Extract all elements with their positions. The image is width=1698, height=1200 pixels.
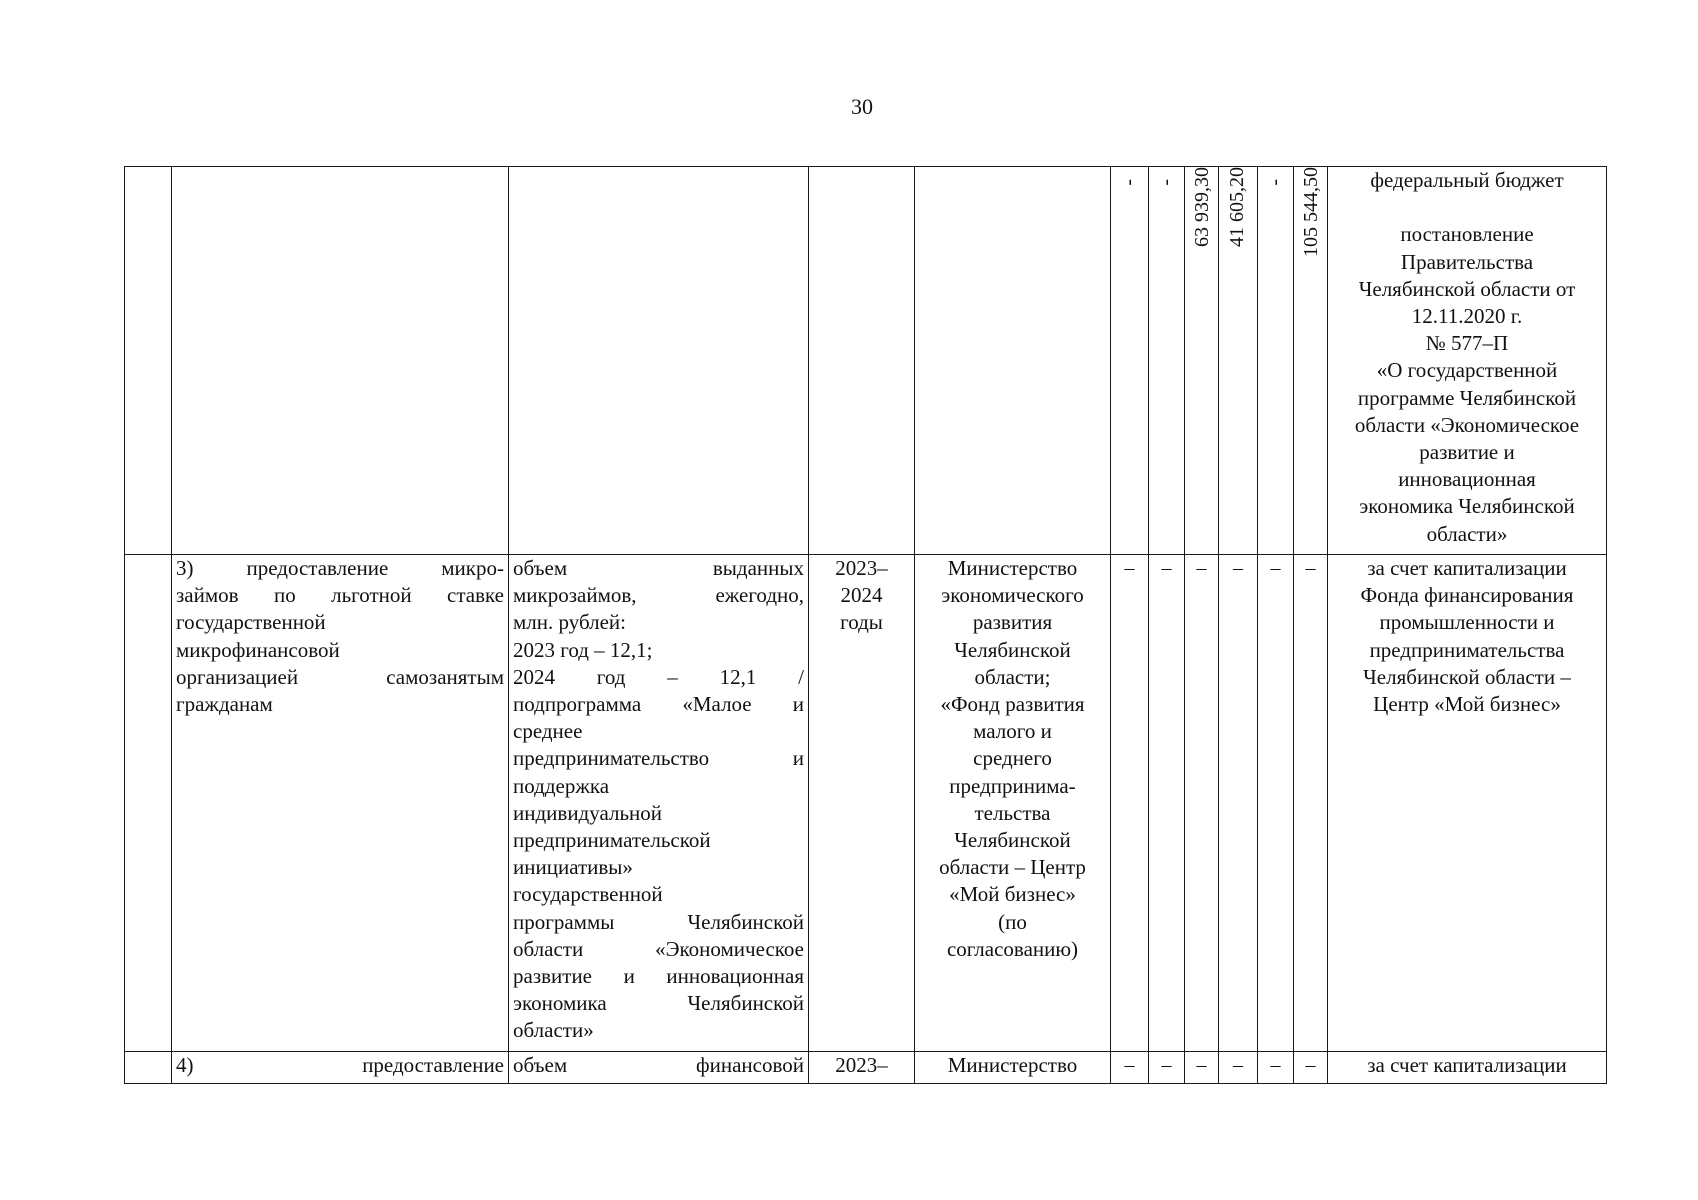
indicator-line: объем финансовой [513, 1053, 804, 1077]
table-row [125, 555, 1607, 1052]
executor-line: «Фонд развития [940, 692, 1085, 717]
value-cell: – [1185, 555, 1219, 1052]
source-line: программе Челябинской [1357, 385, 1577, 410]
value-cell [1258, 167, 1294, 555]
executor-line: предпринима- [949, 773, 1076, 798]
source-line: области «Экономическое [1354, 412, 1580, 437]
period-line: 2023– [835, 556, 888, 580]
event-line: гражданам [176, 692, 273, 717]
funding-source-cell [1328, 167, 1607, 555]
value-text: 63 939,30 [1191, 167, 1213, 247]
event-cell [172, 167, 509, 555]
value-cell: – [1149, 1052, 1185, 1084]
executor-line: области – Центр [939, 855, 1086, 880]
period-cell [809, 555, 915, 1052]
indicator-line: предпринимательской [513, 828, 711, 853]
source-line: Челябинской области от [1358, 276, 1576, 301]
executor-line: Челябинской [954, 637, 1071, 662]
page-number: 30 [851, 94, 873, 119]
row-number-cell [125, 167, 172, 555]
indicator-line: индивидуальной [513, 800, 662, 825]
indicator-line: 2024 год – 12,1 / [513, 664, 804, 689]
indicator-line: предпринимательство и [513, 746, 804, 771]
value-cell: – [1111, 1052, 1149, 1084]
source-line: постановление [1400, 222, 1534, 247]
source-line: Правительства [1400, 249, 1534, 274]
source-line: 12.11.2020 г. [1411, 304, 1523, 329]
executor-cell [915, 167, 1111, 555]
value-cell: – [1149, 555, 1185, 1052]
value-cell [1185, 167, 1219, 555]
value-cell [1294, 167, 1328, 555]
indicator-line: поддержка [513, 773, 610, 798]
row-number-cell [125, 555, 172, 1052]
indicator-line: экономика Челябинской [513, 991, 804, 1016]
event-line: государственной [176, 610, 326, 635]
executor-line: Министерство [947, 556, 1078, 580]
indicator-line: области» [513, 1018, 594, 1043]
source-line: № 577–П [1425, 331, 1509, 356]
program-activities-table [124, 166, 1607, 1084]
executor-cell: Министерство [915, 1052, 1111, 1084]
value-cell: – [1294, 555, 1328, 1052]
event-line: 4) предоставление [176, 1053, 504, 1077]
value-cell: – [1258, 1052, 1294, 1084]
value-cell: – [1111, 555, 1149, 1052]
value-cell: – [1258, 555, 1294, 1052]
source-line: развитие и [1419, 440, 1515, 465]
executor-line: (по [998, 909, 1027, 934]
executor-line: развития [972, 610, 1053, 635]
executor-cell [915, 555, 1111, 1052]
period-cell [809, 167, 915, 555]
indicator-line: подпрограмма «Малое и [513, 692, 804, 717]
indicator-cell [509, 167, 809, 555]
event-cell [172, 555, 509, 1052]
indicator-cell [509, 555, 809, 1052]
indicator-line: государственной [513, 882, 663, 907]
source-line: федеральный бюджет [1370, 168, 1564, 192]
event-line: организацией самозанятым [176, 664, 504, 689]
indicator-line: области «Экономическое [513, 936, 804, 961]
value-cell: – [1219, 555, 1258, 1052]
row-number-cell [125, 1052, 172, 1084]
executor-line: области; [974, 664, 1051, 689]
value-cell: – [1294, 1052, 1328, 1084]
source-line: Челябинской области – [1363, 664, 1571, 689]
value-cell [1219, 167, 1258, 555]
event-line: микрофинансовой [176, 637, 340, 662]
indicator-line: развитие и инновационная [513, 964, 804, 989]
indicator-line: среднее [513, 719, 583, 744]
table-row [125, 167, 1607, 555]
value-cell: – [1185, 1052, 1219, 1084]
executor-line: экономического [941, 583, 1084, 608]
source-line: «О государственной [1376, 358, 1558, 383]
indicator-line: инициативы» [513, 855, 633, 880]
event-cell [172, 1052, 509, 1084]
period-line: 2024 [840, 583, 883, 608]
executor-line: тельства [974, 800, 1051, 825]
value-text: - [1117, 179, 1140, 186]
indicator-line: микрозаймов, ежегодно, [513, 583, 804, 608]
event-line: займов по льготной ставке [176, 583, 504, 608]
indicator-line: 2023 год – 12,1; [513, 637, 653, 662]
value-text: - [1264, 179, 1286, 186]
executor-line: согласованию) [946, 936, 1079, 961]
value-text: - [1155, 179, 1177, 186]
source-line: Центр «Мой бизнес» [1373, 692, 1561, 717]
value-text: 41 605,20 [1226, 167, 1249, 247]
funding-source-cell [1328, 555, 1607, 1052]
executor-line: малого и [973, 719, 1052, 744]
executor-line: среднего [973, 746, 1052, 771]
indicator-line: млн. рублей: [513, 610, 626, 635]
source-line: за счет капитализации [1367, 556, 1567, 580]
executor-line: «Мой бизнес» [949, 882, 1076, 907]
source-line [1332, 194, 1602, 221]
source-line: Фонда финансирования [1360, 583, 1574, 608]
source-line: экономика Челябинской [1359, 494, 1575, 519]
value-cell [1149, 167, 1185, 555]
indicator-line: объем выданных [513, 556, 804, 580]
source-line: области» [1426, 521, 1508, 546]
table-row [125, 1052, 1607, 1084]
event-line: 3) предоставление микро- [176, 556, 504, 580]
indicator-line: программы Челябинской [513, 909, 804, 934]
indicator-cell [509, 1052, 809, 1084]
source-line: промышленности и [1379, 610, 1555, 635]
value-text: 105 544,50 [1300, 167, 1322, 257]
source-line: инновационная [1398, 467, 1536, 492]
value-cell: – [1219, 1052, 1258, 1084]
period-cell: 2023– [809, 1052, 915, 1084]
period-line: годы [840, 610, 883, 635]
funding-source-cell: за счет капитализации [1328, 1052, 1607, 1084]
executor-line: Челябинской [954, 828, 1071, 853]
source-line: предпринимательства [1369, 637, 1565, 662]
value-cell [1111, 167, 1149, 555]
